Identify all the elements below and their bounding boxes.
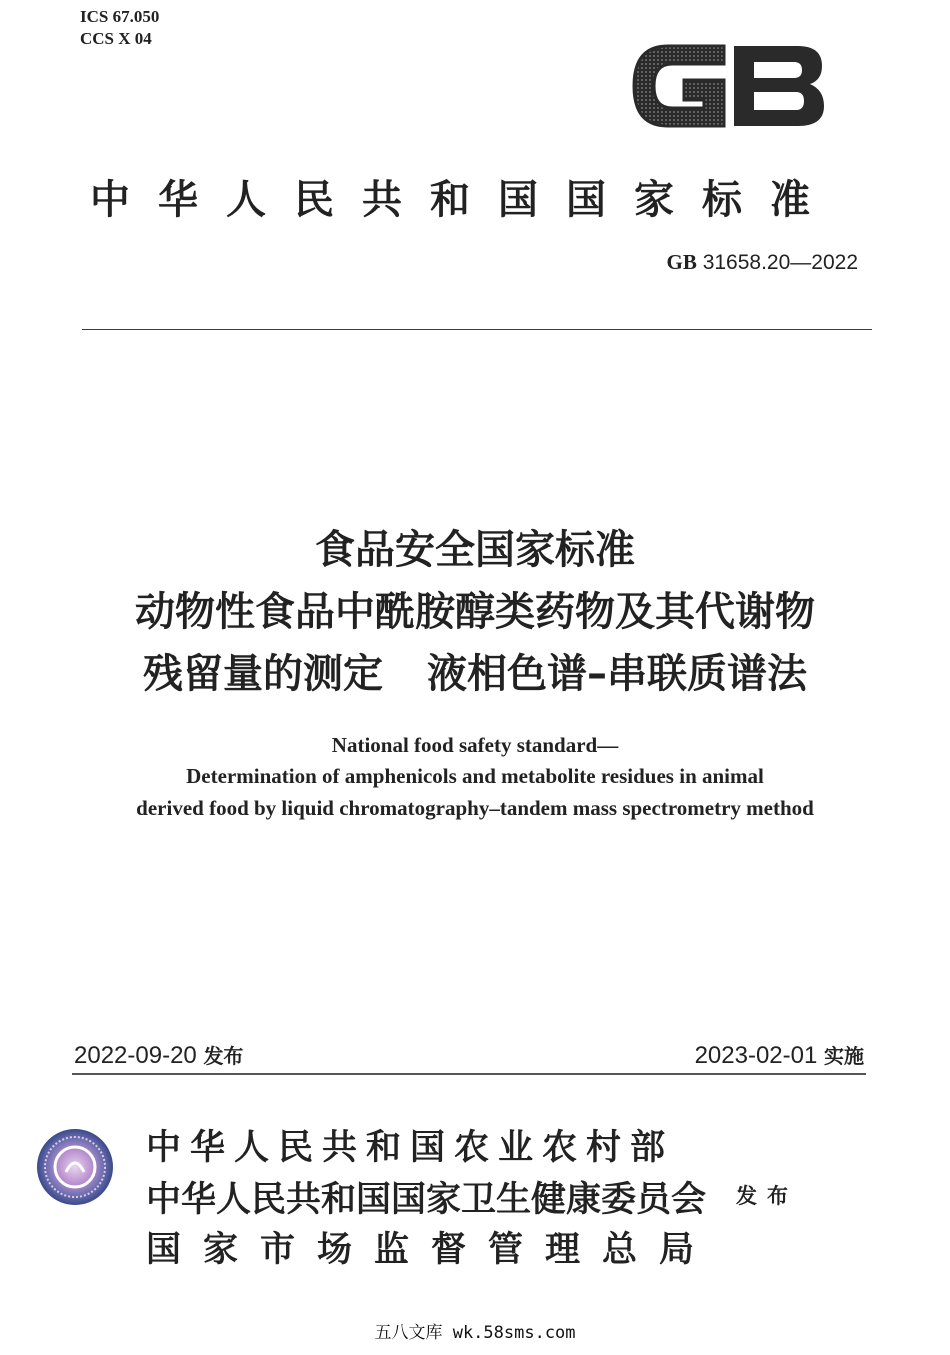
cn-title-line3: [0, 642, 950, 699]
en-title-line3: derived food by liquid chromatography–tandem mass spectrometry method: [136, 796, 814, 820]
cn-title-line3-part1: 残留量的测定: [143, 651, 383, 697]
implementation-date-label: 实施: [824, 1044, 864, 1068]
ccs-code: CCS X 04: [80, 29, 152, 48]
issue-date-label: 发布: [203, 1044, 244, 1068]
standard-number: [667, 250, 859, 275]
cn-title-line3-part2: 液相色谱–串联质谱法: [427, 651, 807, 697]
en-title-line2: Determination of amphenicols and metabolite residues in animal: [186, 764, 764, 788]
en-title-line1: National food safety standard—: [331, 733, 619, 757]
gb-logo: [628, 34, 828, 138]
implementation-date-value: 2023-02-01: [694, 1042, 818, 1069]
national-standard-label: 中华人民共和国国家标准: [90, 176, 838, 223]
standard-number-value: 31658.20—2022: [702, 251, 858, 274]
classification-codes: [80, 6, 159, 50]
issuer-nhc: 中华人民共和国国家卫生健康委员会: [146, 1179, 707, 1220]
implementation-date: [695, 1040, 864, 1070]
watermark-text: 五八文库 wk.58sms.com: [374, 1323, 576, 1343]
gb-logo-b-shape: [734, 46, 824, 126]
cn-title-line1: 食品安全国家标准: [315, 527, 635, 573]
issuers-publish-label: 发布: [736, 1184, 798, 1208]
hologram-emblem-icon: [36, 1128, 114, 1206]
gb-logo-text: GB: [628, 34, 630, 35]
gb-logo-g-shape: [634, 46, 724, 126]
issuer-moa: 中华人民共和国农业农村部: [146, 1127, 675, 1168]
standard-number-prefix: GB: [666, 250, 697, 274]
bottom-divider: [72, 1073, 866, 1075]
top-divider: [82, 329, 872, 330]
ics-code: ICS 67.050: [80, 7, 160, 26]
issue-date: [74, 1040, 243, 1070]
issuer-samr: 国家市场监督管理总局: [146, 1229, 717, 1270]
issue-date-value: 2022-09-20: [74, 1042, 197, 1069]
cn-title-line2: 动物性食品中酰胺醇类药物及其代谢物: [135, 589, 815, 635]
